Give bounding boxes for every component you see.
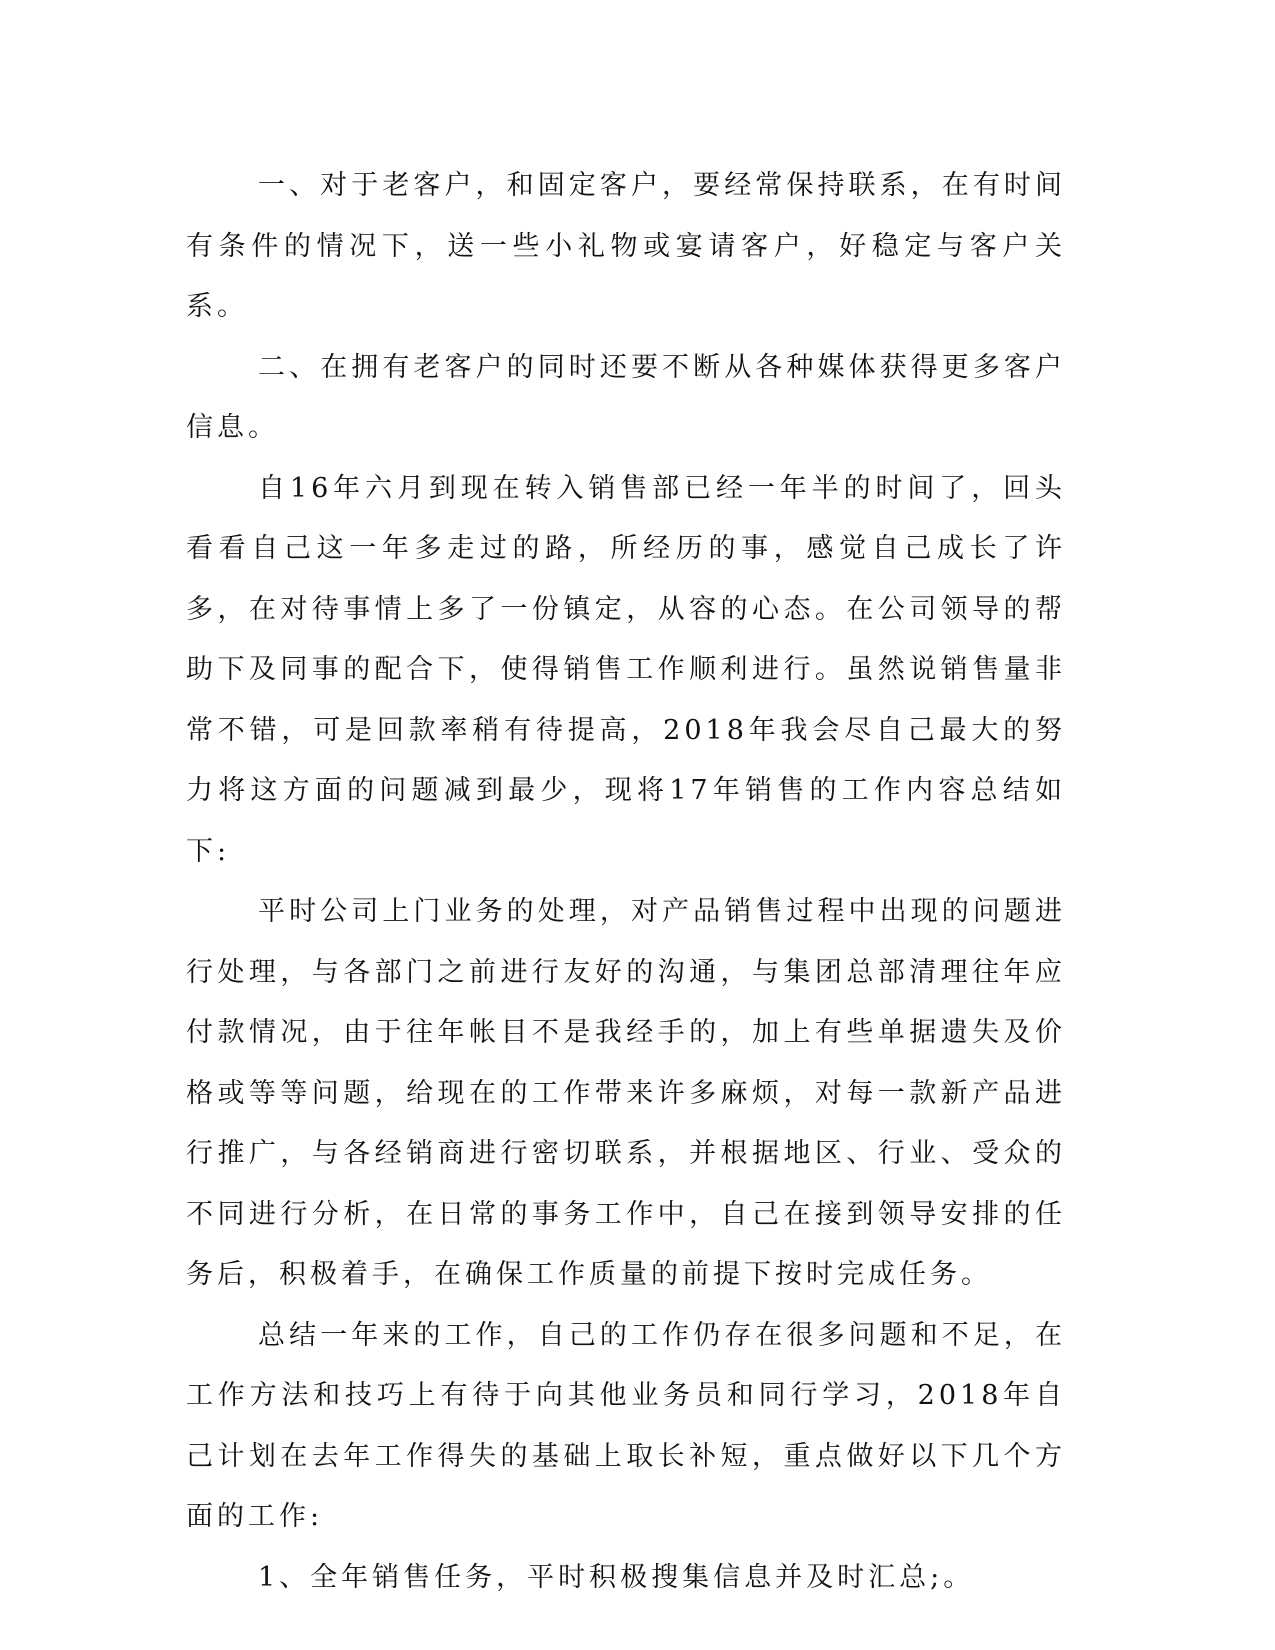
paragraph-old-customers: 一、对于老客户，和固定客户，要经常保持联系，在有时间有条件的情况下，送一些小礼物或宴请客户，好稳定与客户关系。	[186, 170, 1066, 322]
paragraph-sales-review: 自16年六月到现在转入销售部已经一年半的时间了，回头看看自己这一年多走过的路，所经历的事，感觉自己成长了许多，在对待事情上多了一份镇定，从容的心态。在公司领导的帮助下及同事的配合下，使得销售工作顺利进行。虽然说销售量非常不错，可是回款率稍有待提高，2018年我会尽自己最大的努力将这方面的问题减到最少，现将17年销售的工作内容总结如下:	[186, 472, 1066, 867]
paragraph-sales-task: 1、全年销售任务，平时积极搜集信息并及时汇总;。	[258, 1561, 975, 1593]
document-body	[186, 156, 1066, 1608]
paragraph-new-customer-info: 二、在拥有老客户的同时还要不断从各种媒体获得更多客户信息。	[186, 351, 1066, 443]
paragraph-year-summary: 总结一年来的工作，自己的工作仍存在很多问题和不足，在工作方法和技巧上有待于向其他业务员和同行学习，2018年自己计划在去年工作得失的基础上取长补短，重点做好以下几个方面的工作:	[186, 1319, 1066, 1532]
paragraph-daily-work: 平时公司上门业务的处理，对产品销售过程中出现的问题进行处理，与各部门之前进行友好的沟通，与集团总部清理往年应付款情况，由于往年帐目不是我经手的，加上有些单据遗失及价格或等等问题，给现在的工作带来许多麻烦，对每一款新产品进行推广，与各经销商进行密切联系，并根据地区、行业、受众的不同进行分析，在日常的事务工作中，自己在接到领导安排的任务后，积极着手，在确保工作质量的前提下按时完成任务。	[186, 896, 1066, 1290]
